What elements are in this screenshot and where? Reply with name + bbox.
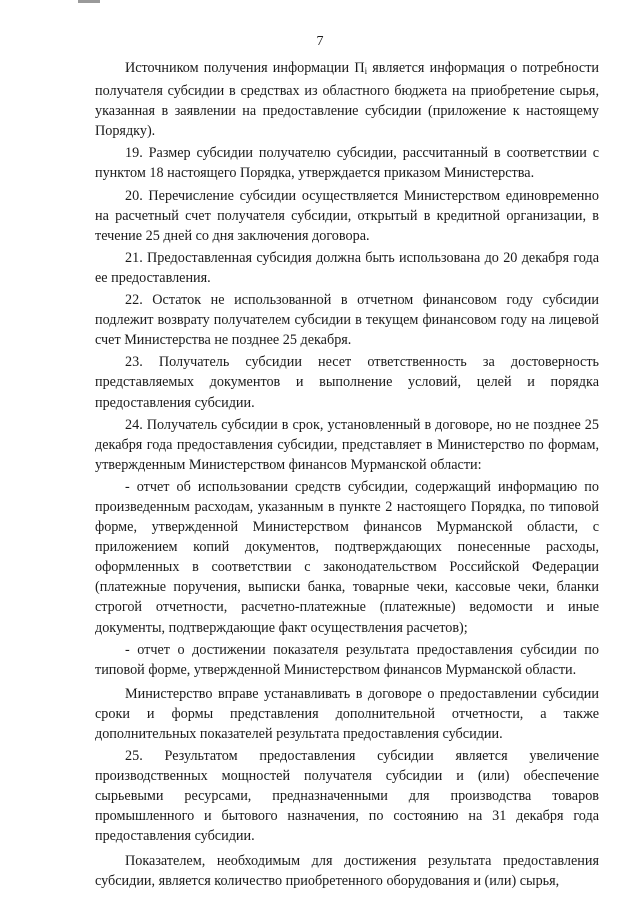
paragraph-text: Источником получения информации П [125,60,365,76]
paragraph-20: 20. Перечисление субсидии осуществляется Министерством единовременно на расчетный счет получателя субсидии, открытый в кредитной организации, в течение 25 дней со дня заключения договора. [95,187,599,244]
paragraph-19: 19. Размер субсидии получателю субсидии, рассчитанный в соответствии с пунктом 18 настоящего Порядка, утверждается приказом Министерства. [95,145,599,182]
paragraph-24: 24. Получатель субсидии в срок, установленный в договоре, но не позднее 25 декабря года предоставления субсидии, представляет в Министерство по формам, утвержденным Министерством финансов Мурманской области: [95,416,599,473]
paragraph-text: является информация о потребности получателя субсидии в средствах из областного бюджета на приобретение сырья, указанная в заявлении на предоставление субсидии (приложение к настоящему Порядку). [95,60,599,140]
paragraph-21: 21. Предоставленная субсидия должна быть использована до 20 декабря года ее предоставления. [95,249,599,286]
page-number: 7 [316,34,324,49]
list-item-result-report: - отчет о достижении показателя результата предоставления субсидии по типовой форме, утвержденной Министерством финансов Мурманской области. [95,641,599,678]
paragraph-22: 22. Остаток не использованной в отчетном финансовом году субсидии подлежит возврату получателем субсидии в текущем финансовом году на лицевой счет Министерства не позднее 25 декабря. [95,292,599,349]
paragraph-25: 25. Результатом предоставления субсидии является увеличение производственных мощностей получателя субсидии и (или) обеспечение сырьевыми ресурсами, предназначенными для производства товаров промышленного и бытового назначения, по состоянию на 31 декабря года предоставления субсидии. [95,748,599,845]
index-subscript: i [364,66,368,76]
document-body [95,58,599,893]
paragraph-indicator: Показателем, необходимым для достижения результата предоставления субсидии, является количество приобретенного оборудования и (или) сырья, [95,852,599,889]
scan-mark [78,0,100,3]
paragraph-info-source [95,58,599,141]
list-item-usage-report: - отчет об использовании средств субсидии, содержащий информацию по произведенным расходам, указанным в пункте 2 настоящего Порядка, по типовой форме, утвержденной Министерством финансов Мурманской области, с приложением копий документов, подтверждающих понесенные расходы, оформленных в соответствии с законодательством Российской Федерации (платежные поручения, выписки банка, товарные чеки, кассовые чеки, бланки строгой отчетности, расчетно-платежные (платежные) ведомости и иные документы, подтверждающие факт осуществления расчетов); [95,478,599,636]
paragraph-ministry-rights: Министерство вправе устанавливать в договоре о предоставлении субсидии сроки и формы представления дополнительной отчетности, а также дополнительных показателей результата предоставления субсидии. [95,685,599,742]
paragraph-23: 23. Получатель субсидии несет ответственность за достоверность представляемых документов и выполнение условий, целей и порядка предоставления субсидии. [95,354,599,411]
